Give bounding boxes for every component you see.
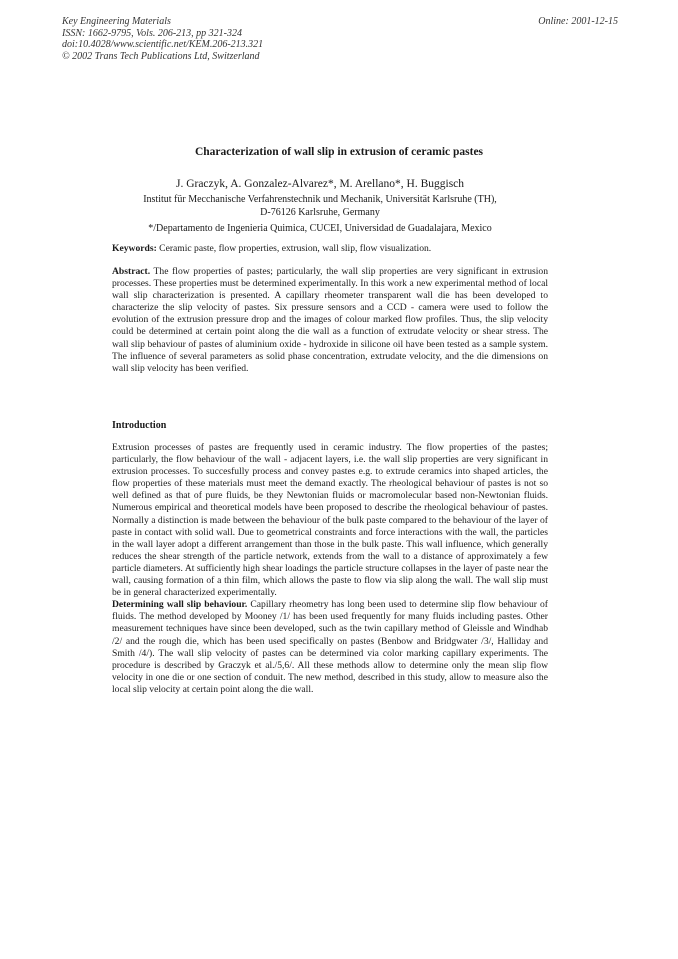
keywords-text: Ceramic paste, flow properties, extrusion, wall slip, flow visualization. <box>156 243 432 254</box>
journal-name: Key Engineering Materials <box>62 16 171 27</box>
online-date: Online: 2001-12-15 <box>538 16 618 27</box>
introduction-heading: Introduction <box>112 420 167 431</box>
introduction-paragraph-2 <box>112 599 548 696</box>
doi-line: doi:10.4028/www.scientific.net/KEM.206-213.321 <box>62 39 264 50</box>
author-list: J. Graczyk, A. Gonzalez-Alvarez*, M. Arellano*, H. Buggisch <box>175 178 465 190</box>
wall-slip-text: Capillary rheometry has long been used to determine slip flow behaviour of fluids. The method developed by Mooney /1/ has been used frequently for many fluids including pastes. Other measurement techniques have since been developed, such as the twin capillary method of Gleissle and Windhab /2/ and the rough die, which has been used specifically on pastes (Benbow and Bridgwater /3/, Halliday and Smith /4/). The wall slip velocity of pastes can be determined via color marking capillary experiments. The procedure is described by Graczyk et al./5,6/. All these methods allow to determine only the mean slip flow velocity in one die or one section of conduit. The new method, described in this study, allow to measure also the local slip velocity at certain point along the die wall. <box>112 599 548 695</box>
paper-title: Characterization of wall slip in extrusion of ceramic pastes <box>194 146 484 158</box>
affiliation-line-1: Institut für Mecchanische Verfahrenstechnik und Mechanik, Universität Karlsruhe (TH), <box>143 194 497 205</box>
affiliation-line-3: */Departamento de Ingenieria Quimica, CUCEI, Universidad de Guadalajara, Mexico <box>148 223 492 234</box>
keywords-label: Keywords: <box>112 243 157 254</box>
introduction-section <box>112 442 548 696</box>
abstract-text: The flow properties of pastes; particularly, the wall slip properties are very significant in extrusion processes. These properties must be determined experimentally. In this work a new experimental method of local wall slip characterization is presented. A capillary rheometer transparent wall die has been developed to characterize the slip velocity of pastes. Six pressure sensors and a CCD - camera were used to follow the evolution of the extrusion pressure drop and the images of colour marked flow profiles. Thus, the slip velocity could be determined at certain point along the die wall as a function of extrudate velocity or shear stress. The wall slip behaviour of pastes of aluminium oxide - hydroxide in silicone oil have been tested as a sample system. The influence of several parameters as solid phase concentration, extrudate velocity, and the die dimensions on wall slip velocity has been verified. <box>112 266 548 374</box>
affiliation-line-2: D-76126 Karlsruhe, Germany <box>260 207 380 218</box>
issn-line: ISSN: 1662-9795, Vols. 206-213, pp 321-324 <box>62 27 242 39</box>
abstract-label: Abstract. <box>112 266 151 277</box>
journal-header <box>62 16 618 62</box>
copyright-line: © 2002 Trans Tech Publications Ltd, Switzerland <box>62 50 260 62</box>
affiliation-block <box>0 193 640 219</box>
abstract-section <box>112 266 548 375</box>
keywords-section <box>112 243 548 255</box>
wall-slip-subheading: Determining wall slip behaviour. <box>112 599 248 611</box>
introduction-paragraph-1: Extrusion processes of pastes are frequently used in ceramic industry. The flow properties of the pastes; particularly, the flow behaviour of the wall - adjacent layers, i.e. the wall slip properties are very significant in extrusion processes. To succesfully process and convey pastes e.g. to extrude ceramics into shaped articles, the flow properties of these materials must meet the demand exactly. The rheological behaviour of pastes is not so well defined as that of pure fluids, be they Newtonian fluids or macromolecular based non-Newtonian fluids. Numerous empirical and theoretical models have been proposed to describe the rheological behaviour of pastes. Normally a distinction is made between the behaviour of the bulk paste compared to the behaviour of the layer of paste in contact with solid wall. Due to geometrical constraints and force interactions with the wall, the particles in the wall layer adopt a different arrangement than those in the bulk paste. This wall influence, which generally reduces the shear strength of the particle network, extends from the wall to a distance of approximately a few particle diameters. At sufficiently high shear loadings the particle structure collapses in the layer of paste near the wall, causing formation of a thin film, which allows the paste to flow via slip along the wall. The wall slip must be in general characterized experimentally. <box>112 442 548 599</box>
